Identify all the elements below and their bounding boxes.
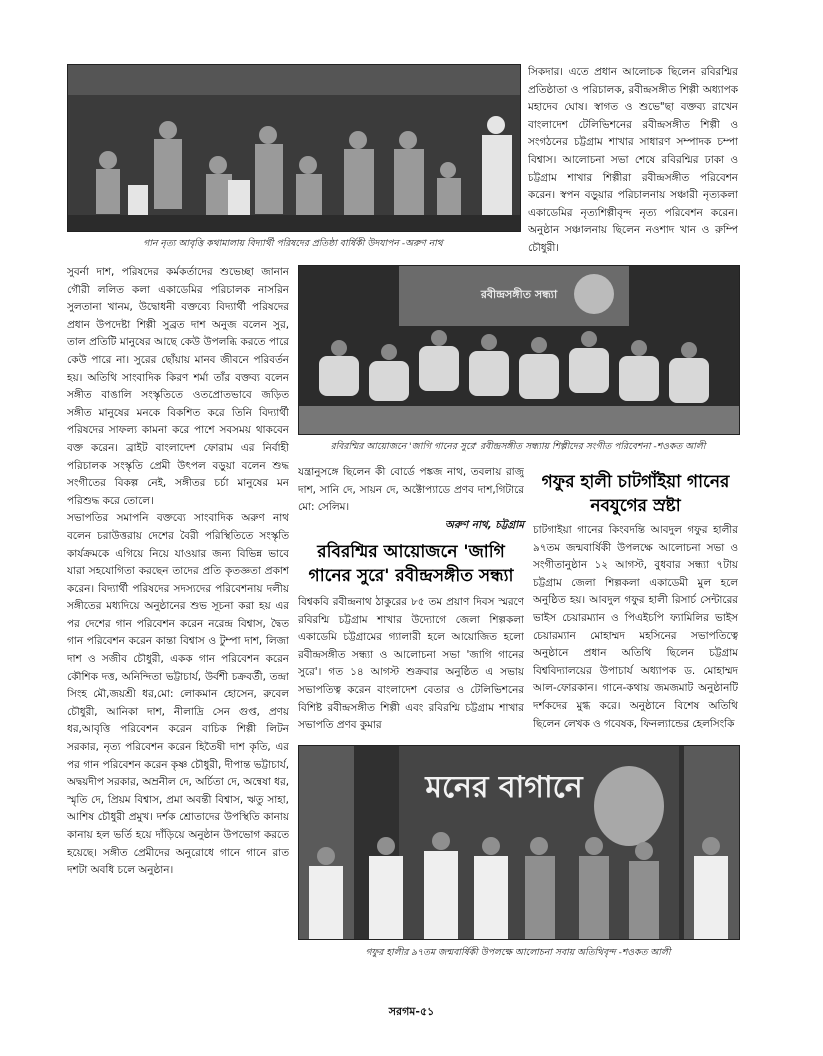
article2-body: বিশ্বকবি রবীন্দ্রনাথ ঠাকুরের ৮৫ তম প্রয়াণ দিবস স্মরণে রবিরশ্মি চট্টগ্রাম শাখার উদ্যোগে জেলা শিল্পকলা একাডেমি চট্টগ্রামের গ্যালারী হলে আয়োজিত হলো রবীন্দ্রসঙ্গীত সন্ধ্যা ও আলোচনা সভা 'জাগি গানের সুরে'। গত ১৪ আগস্ট শুক্রবার অনুষ্ঠিত এ সভায় সভাপতিত্ব করেন বাংলাদেশ বেতার ও টেলিভিশনের বিশিষ্ট রবীন্দ্রসঙ্গীত শিল্পী এবং রবিরশ্মি চট্টগ্রাম শাখার সভাপতি প্রণব কুমার: [298, 596, 524, 732]
article1-left-column: সুবর্না দাশ, পরিষদের কর্মকর্তাদের শুভেচ্ছা জানান গৌরী ললিত কলা একাডেমির পরিচালক নাসরিন সুলতানা খানম, উদ্বোধনী বক্তব্যে বিদ্যার্থী পরিষদের প্রধান উপদেষ্টা শিল্পী সুব্রত দাশ অনুজ বলেন সুর, তাল প্রতিটি মানুষের আছে কেউ উপলব্ধি করতে পারে কেউ পারে না। সুরের ছোঁয়ায় মানব জীবনে পরিবর্তন হয়। অতিথি সাংবাদিক কিরণ শর্মা তাঁর বক্তব্য বলেন সঙ্গীত বাঙালি সংস্কৃতিতে ওতপ্রোতভাবে জড়িত সঙ্গীত মানুষের মনকে বিকশিত করে তিনি বিদ্যার্থী পরিষদের সাফল্য কামনা করে পাশে সবসময় থাকবেন বক্ত করেন। ব্রাইট বাংলাদেশ ফোরাম এর নির্বাহী পরিচালক সংস্কৃতি প্রেমী উৎপল বড়ুয়া বলেন শুদ্ধ সংগীতের বিকল্প নেই, সঙ্গীতর চর্চা মানুষের মন পরিশুদ্ধ করে তোলে। সভাপতির সমাপনি বক্তব্যে সাংবাদিক অরুণ নাথ বলেন চরাউত্তরায় দেশের বৈরী পরিস্থিতিতে সংস্কৃতি কার্যক্রমকে এগিয়ে নিয়ে যাওয়ার জন্য বিভিন্ন ভাবে যারা সহযোগিতা করছেন তাদের প্রতি কৃতজ্ঞতা প্রকাশ করেন। বিদ্যার্থী পরিষদের সদস্যদের পরিবেশনায় দলীয় সঙ্গীতের মধ্যদিয়ে অনুষ্ঠানের শুভ সূচনা করা হয় এর পর দেশের গান পরিবেশন করেন নরেন্দ্র বিশ্বাস, দ্বৈত গান পরিবেশন করেন কান্তা বিশ্বাস ও টুম্পা দাশ, লিজা দাশ ও সজীব চৌধুরী, একক গান পরিবেশন করেন কৌশিক দত্ত, অনিন্দিতা ভট্টাচার্য, উর্বশী চক্রবর্তী, তন্দ্রা সিংহ মৌ,জয়শ্রী ধর,মো: লোকমান হোসেন, রুবেল চৌধুরী, আনিকা দাশ, নীলাদ্রি সেন গুপ্ত, প্রণয় ধর,আবৃত্তি পরিবেশন করেন বাচিক শিল্পী লিটন সরকার, নৃত্য পরিবেশন করেন হিতৈষী দাশ কৃতি, এর পর গান পরিবেশন করেন কৃষ্ণ চৌধুরী, দীপান্ত ভট্টাচার্য, অদ্বয়দীপ সরকার, অম্রনীল দে, অর্চিতা দে, অন্বেষা ধর, স্মৃতি দে, প্রিয়ম বিশ্বাস, প্রমা অবন্তী বিশ্বাস, ঋতু সাহা, আশিষ চৌধুরী প্রমুখ। দর্শক শ্রোতাদের উপস্থিতি কানায় কানায় হল ভর্তি হয়ে দাঁড়িয়ে অনুষ্ঠান উপভোগ করতে হয়েছে। সঙ্গীত প্রেমীদের অনুরোধে গানে গানে রাত দশটা অবধি চলে অনুষ্ঠান।: [67, 266, 289, 877]
sangeet-photo-caption: রবিরশ্মির আয়োজনে 'জাগি গানের সুরে' রবীন্দ্রসঙ্গীত সন্ধ্যায় শিল্পীদের সংগীত পরিবেশনা -শওকত আলী: [330, 441, 706, 452]
photo-banner-title: মনের বাগানে: [425, 770, 583, 805]
article3-body: চাটগাইয়া গানের কিংবদন্তি আবদুল গফুর হালীর ৯৭তম জন্মবার্ষিকী উপলক্ষে আলোচনা সভা ও সংগীতানুষ্ঠান ১২ আগস্ট, বুধবার সন্ধ্যা ৭টায় চট্টগ্রাম জেলা শিল্পকলা একাডেমী মুল হলে অনুষ্ঠিত হয়। আবদুল গফুর হালী রিসার্চ সেন্টারের ভাইস চেয়ারম্যান ও পিএইচপি ফ্যামিলির ভাইস চেয়ারম্যান মোহাম্মদ মহসিনের সভাপতিত্বে অনুষ্ঠানে প্রধান অতিথি ছিলেন চট্টগ্রাম বিশ্ববিদ্যালয়ের উপাচার্য অধ্যাপক ড. মোহাম্মদ আল-ফোরকান। গানে-কথায় জমজমাট অনুষ্ঠানটি দর্শকদের মুগ্ধ করে। অনুষ্ঠানে বিশেষ অতিথি ছিলেন লেখক ও গবেষক, ফিনল্যান্ডের হেলসিংকি: [533, 524, 738, 730]
article2-top-text: যন্ত্রানুসঙ্গে ছিলেন কী বোর্ডে পঙ্কজ নাথ, তবলায় রাজু দাশ, সানি দে, সায়ন দে, অক্টোপ্যাডে প্রণব দাশ,গিটারে মো: সেলিম।: [298, 466, 524, 514]
photo-banner-text: রবীন্দ্রসঙ্গীত সন্ধ্যা: [480, 288, 558, 301]
gafur-hali-photo: [298, 745, 740, 940]
top-group-photo: [67, 64, 521, 232]
article2-headline: রবিরশ্মির আয়োজনে 'জাগি গানের সুরে' রবীন্দ্রসঙ্গীত সন্ধ্যা: [308, 542, 514, 586]
sangeet-sandhya-photo: [298, 265, 740, 435]
article2-byline: অরুণ নাথ, চট্টগ্রাম: [444, 519, 524, 531]
page-number: সরগম-৫১: [388, 1005, 435, 1018]
article3-headline: গফুর হালী চাটগাঁইয়া গানের নবযুগের স্রষ্টা: [541, 472, 730, 516]
article1-right-text: সিকদার। এতে প্রধান আলোচক ছিলেন রবিরশ্মির প্রতিষ্ঠাতা ও পরিচালক, রবীন্দ্রসঙ্গীত শিল্পী অধ্যাপক মহাদেব ঘোষ। স্বাগত ও শুভে"ছা বক্তব্য রাখেন বাংলাদেশ টেলিভিশনের রবীন্দ্রসঙ্গীত শিল্পী ও সংগঠনের চট্টগ্রাম শাখার সাধারণ সম্পাদক চম্পা বিশ্বাস। আলোচনা সভা শেষে রবিরশ্মির ঢাকা ও চট্টগ্রাম শাখার শিল্পীরা রবীন্দ্রসঙ্গীত পরিবেশন করেন। স্বপন বড়ুয়ার পরিচালনায় সঞ্চারী নৃত্যকলা একাডেমির নৃত্যশিল্পীবৃন্দ নৃত্য পরিবেশন করেন। অনুষ্ঠান সঞ্চালনায় ছিলেন নওশাদ খান ও রুম্পি চৌধুরী।: [528, 66, 738, 254]
top-photo-caption: গান নৃত্য আবৃত্তি কথামালায় বিদ্যার্থী পরিষদের প্রতিষ্ঠা বার্ষিকী উদযাপন -অরুণ নাথ: [143, 238, 443, 249]
gafur-photo-caption: গফুর হালীর ৯৭তম জন্মবার্ষিকী উপলক্ষে আলোচনা সবায় অতিথিবৃন্দ -শওকত আলী: [365, 947, 671, 958]
